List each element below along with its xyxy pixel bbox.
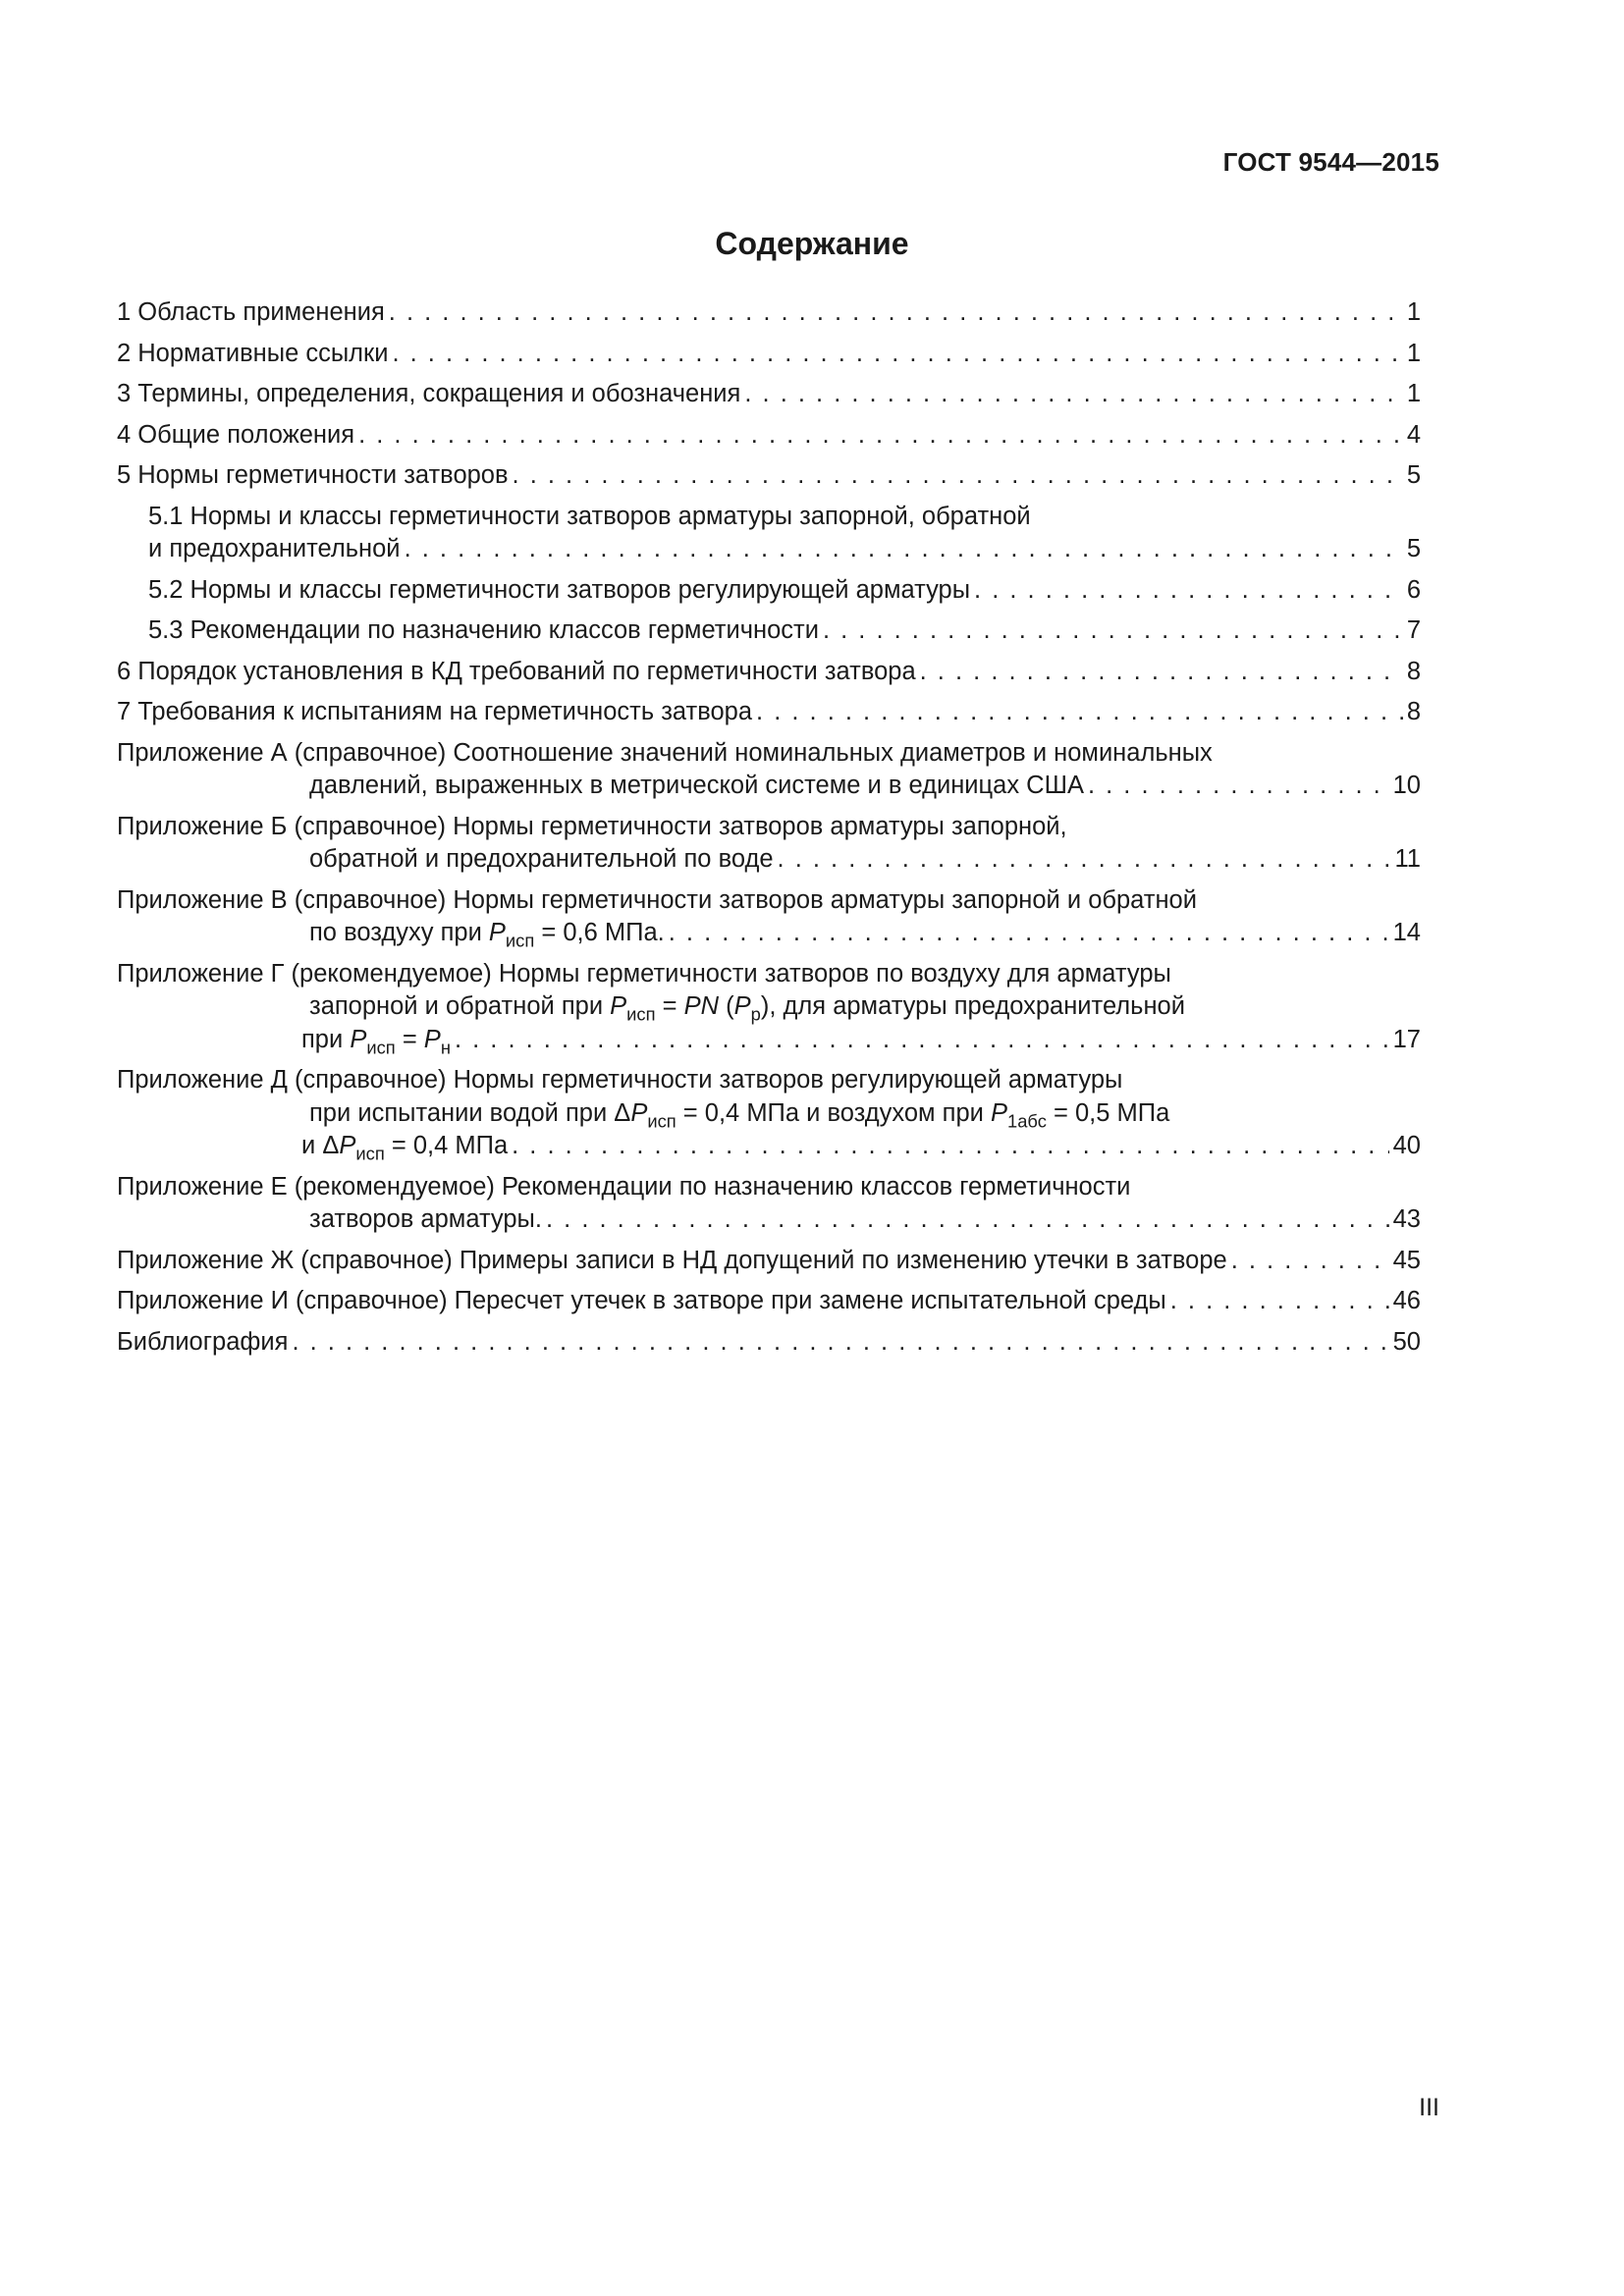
toc-appendix-i[interactable] [117,1285,1421,1318]
toc-entry-5[interactable] [117,459,1421,493]
toc-entry-text-cont: затворов арматуры. [309,1205,542,1233]
toc-page-number: 8 [1406,657,1421,685]
page-title: Содержание [715,226,909,261]
dot-leader [920,656,1403,689]
dot-leader [546,1203,1389,1237]
toc-entry-4[interactable] [117,419,1421,453]
table-of-contents [117,296,1421,1366]
toc-page-number: 14 [1392,919,1421,946]
toc-entry-text: Библиография [117,1327,289,1356]
toc-entry-text-cont: при $P_{исп} = P_н$ [301,1025,451,1057]
toc-entry-text: 6 Порядок установления в КД требований по герметичности затвора [117,657,916,685]
toc-entry-text: Приложение Д (справочное) Нормы герметичности затворов регулирующей арматуры [117,1066,1123,1094]
toc-entry-2[interactable] [117,338,1421,371]
toc-entry-text: Приложение В (справочное) Нормы герметичности затворов арматуры запорной и обратной [117,885,1197,914]
toc-page-number: 5 [1406,535,1421,562]
toc-page-number: 6 [1406,575,1421,604]
toc-entry-text: Приложение А (справочное) Соотношение значений номинальных диаметров и номинальных [117,738,1213,767]
toc-entry-7[interactable] [117,696,1421,729]
toc-page-number: 40 [1392,1132,1421,1159]
toc-entry-text-cont: при испытании водой при $\Delta P_{исп} = 0,4$ МПа и воздухом при $P_{1абс} = 0,5$ МПа [309,1098,1170,1131]
dot-leader [405,533,1403,566]
toc-entry-1[interactable] [117,296,1421,330]
toc-entry-text-cont: давлений, выраженных в метрической системе и в единицах США [309,772,1084,799]
toc-entry-6[interactable] [117,656,1421,689]
document-id: ГОСТ 9544—2015 [1222,147,1439,177]
toc-entry-text-cont: и предохранительной [148,535,401,562]
toc-page-number: 46 [1392,1287,1421,1314]
toc-page-number: 7 [1406,616,1421,644]
toc-appendix-v[interactable] [117,884,1421,950]
toc-page-number: 50 [1392,1327,1421,1356]
dot-leader [455,1024,1389,1057]
toc-entry-5-1[interactable] [117,501,1421,566]
dot-leader [756,696,1403,729]
dot-leader [392,338,1402,371]
toc-entry-text: Приложение И (справочное) Пересчет утечек в затворе при замене испытательной среды [117,1287,1166,1314]
toc-appendix-d[interactable] [117,1064,1421,1163]
toc-appendix-zh[interactable] [117,1245,1421,1278]
toc-entry-text: Приложение Г (рекомендуемое) Нормы герметичности затворов по воздуху для арматуры [117,959,1171,988]
toc-appendix-b[interactable] [117,811,1421,877]
toc-appendix-e[interactable] [117,1171,1421,1237]
toc-entry-text: 5.1 Нормы и классы герметичности затворов арматуры запорной, обратной [148,502,1031,530]
toc-entry-5-3[interactable] [117,614,1421,648]
dot-leader [778,843,1391,877]
toc-bibliography[interactable] [117,1326,1421,1360]
dot-leader [1088,770,1389,803]
toc-entry-3[interactable] [117,378,1421,411]
toc-entry-text-cont: и $\Delta P_{исп} = 0,4$ МПа [301,1132,509,1164]
toc-entry-text: 1 Область применения [117,298,385,326]
toc-entry-text: Приложение Ж (справочное) Примеры записи в НД допущений по изменению утечки в затворе [117,1246,1227,1274]
toc-entry-text: 5.3 Рекомендации по назначению классов герметичности [148,616,819,644]
dot-leader [823,614,1403,648]
toc-page-number: 1 [1406,339,1421,367]
toc-entry-text: 2 Нормативные ссылки [117,339,389,367]
toc-entry-text: 5.2 Нормы и классы герметичности затворов регулирующей арматуры [148,575,971,604]
toc-page-number: 4 [1406,420,1421,449]
toc-page-number: 8 [1406,698,1421,725]
dot-leader [389,296,1403,330]
dot-leader [512,1130,1388,1163]
toc-page-number: 43 [1392,1205,1421,1233]
toc-page-number: 1 [1406,380,1421,407]
toc-entry-text: 7 Требования к испытаниям на герметичность затвора [117,698,753,725]
toc-page-number: 45 [1392,1246,1421,1274]
toc-entry-text-cont: по воздуху при $P_{исп} = 0,6$ МПа. [309,919,665,951]
page-number: III [1419,2094,1439,2121]
toc-entry-text-cont: запорной и обратной при $P_{исп}$ = PN $(P_р)$, для арматуры предохранительной [309,992,1185,1025]
dot-leader [513,459,1403,493]
dot-leader [669,917,1389,950]
toc-appendix-g[interactable] [117,958,1421,1057]
toc-entry-text: 3 Термины, определения, сокращения и обозначения [117,380,741,407]
toc-entry-text: Приложение Б (справочное) Нормы герметичности затворов арматуры запорной, [117,812,1067,840]
toc-entry-text: 4 Общие положения [117,420,355,449]
dot-leader [292,1326,1388,1360]
toc-page-number: 1 [1406,298,1421,326]
toc-page-number: 5 [1406,461,1421,489]
toc-page-number: 10 [1392,772,1421,799]
dot-leader [1170,1285,1389,1318]
toc-entry-5-2[interactable] [117,574,1421,608]
toc-page-number: 17 [1392,1025,1421,1053]
dot-leader [358,419,1403,453]
toc-entry-text: Приложение Е (рекомендуемое) Рекомендации по назначению классов герметичности [117,1172,1131,1201]
dot-leader [744,378,1402,411]
toc-entry-text: 5 Нормы герметичности затворов [117,461,509,489]
dot-leader [1231,1245,1389,1278]
toc-appendix-a[interactable] [117,737,1421,803]
toc-page-number: 11 [1394,845,1421,873]
toc-entry-text-cont: обратной и предохранительной по воде [309,845,774,873]
dot-leader [974,574,1403,608]
